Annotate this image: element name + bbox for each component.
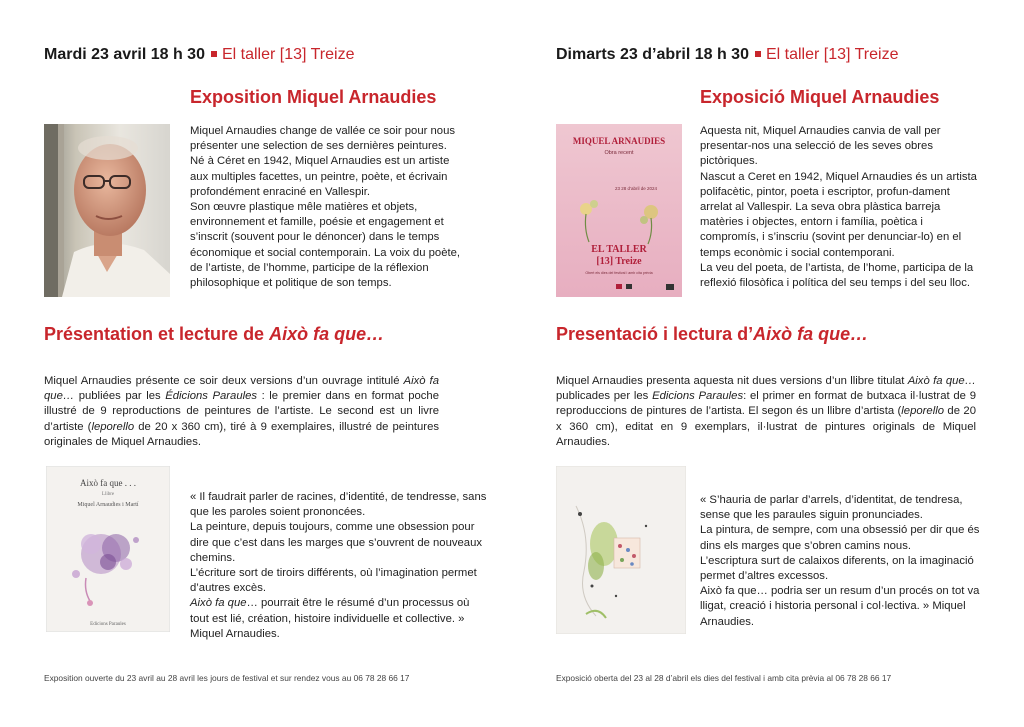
artist-book-image xyxy=(556,466,686,634)
poster-artist-name: MIQUEL ARNAUDIES xyxy=(572,136,666,146)
event-date-ca: Dimarts 23 d’abril 18 h 30 xyxy=(556,46,749,63)
exhibition-title-fr: Exposition Miquel Arnaudies xyxy=(190,87,437,107)
separator-square-icon xyxy=(211,51,217,57)
book-cover-subtitle: Llibre xyxy=(101,492,115,497)
portrait-illustration xyxy=(44,124,170,297)
text-run: de 20 x 360 cm), tiré à 9 exemplaires, illustré de peintures originales de Miquel Arnaudies. xyxy=(44,420,440,448)
book-cover-author: Miquel Arnaudies i Martí xyxy=(77,502,139,508)
book-title: Això fa que… xyxy=(753,324,869,344)
publisher-name: Édicions Paraules xyxy=(165,390,258,403)
artist-quote-ca xyxy=(700,493,990,630)
quote-line: Això fa que… podria ser un resum d’un procés on tot va lligat, creació i historia personal i col·lectiva. » Miquel Arnaudies. xyxy=(700,585,980,628)
quote-line: L’écriture sort de tiroirs différents, où l’imagination permet d’autres excès. xyxy=(190,567,477,595)
paragraph: Né à Céret en 1942, Miquel Arnaudies est un artiste aux multiples facettes, un peintre, poète, et écrivain profondément enraciné en Vallespir. xyxy=(190,155,450,198)
format-name: leporello xyxy=(91,420,135,433)
reading-title-fr xyxy=(44,324,384,345)
footer-note-fr: Exposition ouverte du 23 avril au 28 avril les jours de festival et sur rendez vous au 06 78 28 66 17 xyxy=(44,673,410,683)
artist-portrait-photo xyxy=(44,124,170,297)
quote-line: La pintura, de sempre, com una obsessió per dir que és dins els marges que s’obren camins nous. xyxy=(700,524,980,552)
text-run: publiées par les xyxy=(74,390,166,403)
quote-line: L’escriptura surt de calaixos diferents, on la imaginació permet d’altres excessos. xyxy=(700,554,974,583)
separator-square-icon xyxy=(755,51,761,57)
text-run: : le premier dans en format poche illustré de 9 reproductions de peintures de l’artiste. Le second est un livre d’artiste ( xyxy=(44,390,439,433)
book-cover-image xyxy=(46,466,170,632)
poster-venue-line2: [13] Treize xyxy=(596,256,642,267)
book-title: Això fa que… xyxy=(907,375,976,387)
text-run: … pourrait être le résumé d’un processus où tout est lié, création, histoire individuelle et collective. » Miquel Arnaudies. xyxy=(190,597,470,640)
text-run: : el primer en format de butxaca il·lustrat de 9 reproduccions de pintures de l’artista. El segon és un llibre d’artista ( xyxy=(556,390,976,418)
event-dateline-fr xyxy=(44,46,354,64)
quote-line: « Il faudrait parler de racines, d’identité, de tendresse, sans que les paroles soient prononcées. xyxy=(190,491,487,519)
quote-line: La peinture, depuis toujours, comme une obsession pour dire que c’est dans les marges que s’ouvrent de nouveaux chemins. xyxy=(190,521,483,564)
french-column xyxy=(44,0,487,727)
reading-title-prefix: Presentació i lectura d’ xyxy=(556,324,754,344)
paragraph: La veu del poeta, de l’artista, de l’home, participa de la reflexió filosòfica i política del seu temps i del seu lloc. xyxy=(700,261,974,290)
poster-illustration xyxy=(556,124,682,297)
reading-description-fr xyxy=(44,374,439,450)
exhibition-description-ca xyxy=(700,124,980,291)
book-title: Això fa que… xyxy=(44,375,439,403)
book-title: Això fa que xyxy=(190,597,247,610)
paragraph: Nascut a Ceret en 1942, Miquel Arnaudies és un artista polifacètic, pintor, poeta i escriptor, profun-dament arrelat al Vallespir. La seva obra plàstica barreja matèries i objectes, entorn i família, poètica i compromís, i s’inscriu (sovint per denunciar-lo) en el temps econòmic i social contemporani. xyxy=(700,170,977,259)
paragraph: Miquel Arnaudies change de vallée ce soir pour nous présenter une selection de ses dernières peintures. xyxy=(190,125,456,153)
artist-book-illustration xyxy=(556,466,686,634)
event-venue-fr: El taller [13] Treize xyxy=(221,46,355,63)
catalan-column xyxy=(556,0,986,727)
book-cover-illustration xyxy=(46,466,170,632)
event-venue-ca: El taller [13] Treize xyxy=(765,46,899,63)
reading-title-ca xyxy=(556,324,868,345)
book-cover-publisher: Edicions Paraules xyxy=(90,622,126,627)
exhibition-poster-image xyxy=(556,124,682,297)
poster-info: Obert els dies del festival i amb cita prèvia xyxy=(585,271,653,275)
footer-note-ca: Exposició oberta del 23 al 28 d’abril els dies del festival i amb cita prèvia al 06 78 28 66 17 xyxy=(556,673,892,683)
text-run: de 20 x 360 cm), editat en 9 exemplars, il·lustrat de pintures originals de Miquel Arnaudies. xyxy=(556,405,976,448)
exhibition-title-ca: Exposició Miquel Arnaudies xyxy=(700,87,940,107)
poster-venue-line1: EL TALLER xyxy=(591,244,647,255)
quote-line: « S’hauria de parlar d’arrels, d’identitat, de tendresa, sense que les paraules siguin pronunciades. xyxy=(700,494,963,522)
book-cover-title: Això fa que . . . xyxy=(80,478,136,488)
exhibition-description-fr xyxy=(190,124,470,291)
text-run: publicades per les xyxy=(556,390,653,403)
event-date-fr: Mardi 23 avril 18 h 30 xyxy=(44,46,205,63)
paragraph: Aquesta nit, Miquel Arnaudies canvia de vall per presentar-nos una selecció de les seves obres pictòriques. xyxy=(700,125,941,168)
artist-quote-fr xyxy=(190,490,490,642)
format-name: leporello xyxy=(901,405,945,418)
publisher-name: Edicions Paraules xyxy=(652,390,744,403)
poster-dates: 23 28 d’abril de 2024 xyxy=(614,186,658,191)
poster-subtitle: Obra recent xyxy=(604,150,634,156)
reading-description-ca xyxy=(556,374,976,450)
reading-title-prefix: Présentation et lecture de xyxy=(44,324,270,344)
event-dateline-ca xyxy=(556,46,898,64)
book-title: Això fa que… xyxy=(269,324,385,344)
text-run: Miquel Arnaudies presenta aquesta nit dues versions d’un llibre titulat xyxy=(556,375,908,387)
text-run: Miquel Arnaudies présente ce soir deux versions d’un ouvrage intitulé xyxy=(44,375,404,387)
quote-line xyxy=(190,596,490,642)
paragraph: Son œuvre plastique mêle matières et objets, environnement et famille, poésie et engagement et s’inscrit (souvent pour le dénoncer) dans le temps économique et social contemporain. La voix du poète, de l’artiste, de l’homme, participe de la réflexion philosophique et politique de son temps. xyxy=(190,201,461,290)
